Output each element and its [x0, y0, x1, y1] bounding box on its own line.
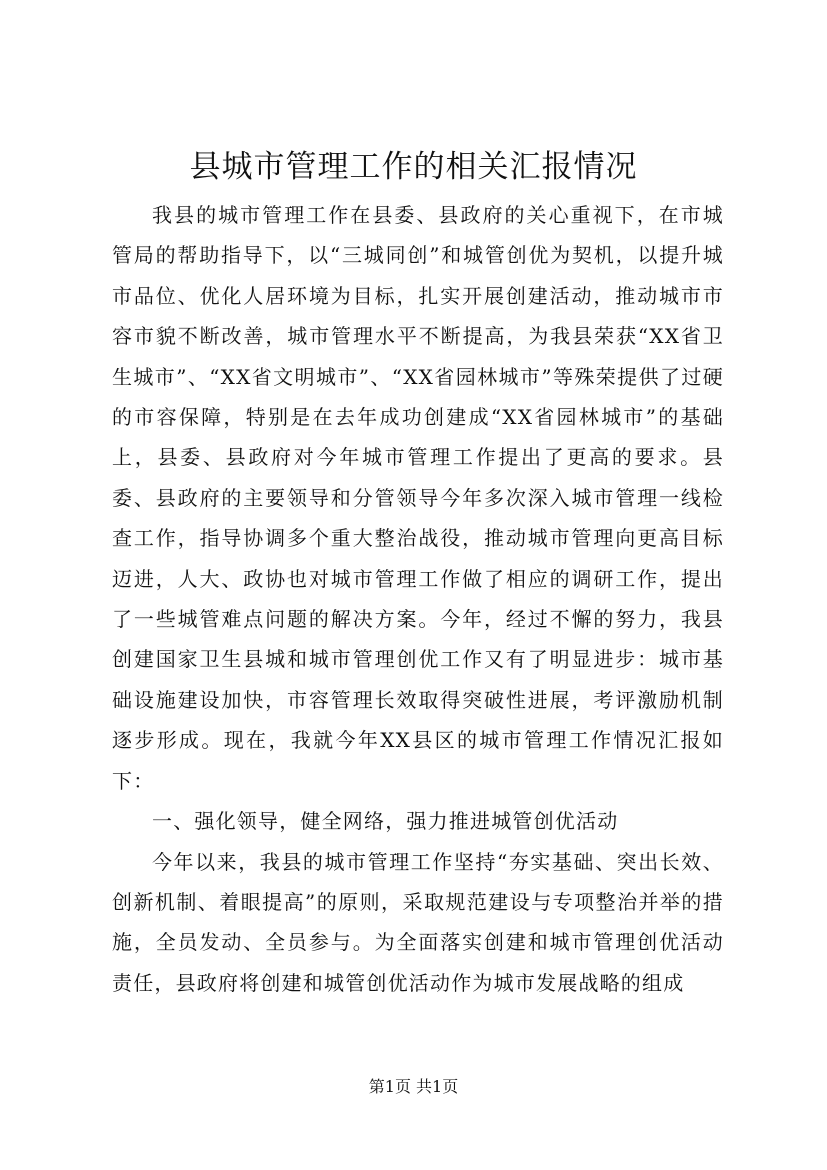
- paragraph-section-1: 今年以来，我县的城市管理工作坚持“夯实基础、突出长效、创新机制、着眼提高”的原则，采取规范建设与专项整治并举的措施，全员发动、全员参与。为全面落实创建和城市管理创优活动责任，县政府将创建和城管创优活动作为城市发展战略的组成: [112, 849, 724, 995]
- paragraph-intro: 我县的城市管理工作在县委、县政府的关心重视下，在市城管局的帮助指导下，以“三城同创”和城管创优为契机，以提升城市品位、优化人居环境为目标，扎实开展创建活动，推动城市市容市貌不断改善，城市管理水平不断提高，为我县荣获“XX省卫生城市”、“XX省文明城市”、“XX省园林城市”等殊荣提供了过硬的市容保障，特别是在去年成功创建成“XX省园林城市”的基础上，县委、县政府对今年城市管理工作提出了更高的要求。县委、县政府的主要领导和分管领导今年多次深入城市管理一线检查工作，指导协调多个重大整治战役，推动城市管理向更高目标迈进，人大、政协也对城市管理工作做了相应的调研工作，提出了一些城管难点问题的解决方案。今年，经过不懈的努力，我县创建国家卫生县城和城市管理创优工作又有了明显进步：城市基础设施建设加快，市容管理长效取得突破性进展，考评激励机制逐步形成。现在，我就今年XX县区的城市管理工作情况汇报如下：: [112, 203, 724, 793]
- document-body: [112, 195, 724, 1003]
- document-title: 县城市管理工作的相关汇报情况: [189, 149, 638, 185]
- section-heading-1: 一、强化领导，健全网络，强力推进城管创优活动: [152, 809, 619, 834]
- page-number-footer: 第1页 共1页: [368, 1077, 459, 1096]
